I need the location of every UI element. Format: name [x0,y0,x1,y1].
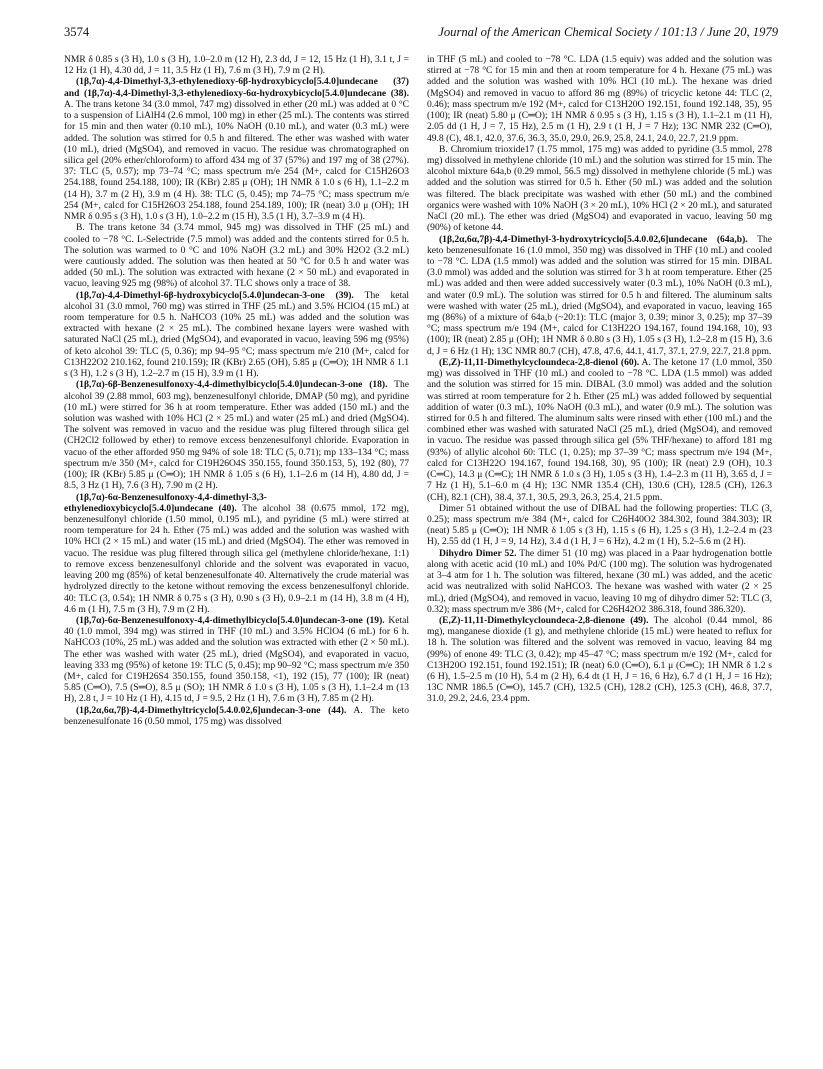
paragraph [427,54,772,144]
paragraph [64,76,409,222]
paragraph [64,615,409,705]
paragraph [64,54,409,76]
paragraph [64,222,409,289]
paragraph-heading: (1β,7α)-4,4-Dimethyl-3,3-ethylenedioxy-6β-hydroxybicyclo[5.4.0]undecane (37) and (1β,7α)-4,4-Dimethyl-3,3-ethylenedioxy-6α-hydroxybicyclo[5.4.0]undecane (38). [64,76,409,99]
paragraph [427,503,772,548]
paragraph [427,234,772,357]
paragraph-heading: (1β,7α)-6β-Benzenesulfonoxy-4,4-dimethylbicyclo[5.4.0]undecan-3-one (18). [76,379,388,391]
left-column [64,54,409,1059]
paragraph-heading: (1β,7α)-6α-Benzenesulfonoxy-4,4-dimethylbicyclo[5.4.0]undecan-3-one (19). [76,614,385,626]
paragraph-heading: Dihydro Dimer 52. [439,547,517,559]
paragraph [427,615,772,705]
paragraph-body: Dimer 51 obtained without the use of DIBAL had the following properties: TLC (3, 0.25); mass spectrum m/e 384 (M+, calcd for C26H40O2 384.302, found 384.303); IR (neat) 5.85 μ (C═O); 1H NMR δ 1.05 s (3 H), 1.15 s (6 H), 1.25 s (3 H), 1.2–2.4 m (23 H), 2.55 dd (1 H, J = 9, 14 Hz), 3.4 d (1 H, J = 6 Hz), 4.2 m (1 H), 5.2–5.6 m (2 H). [427,502,772,548]
paragraph-body: The alcohol (0.44 mmol, 86 mg), manganese dioxide (1 g), and methylene chloride (15 mL) were heated to reflux for 18 h. The solution was filtered and the solvent was removed in vacuo, leaving 84 mg (99%) of enone 49: TLC (3, 0.42); mp 45–47 °C; mass spectrum m/e 192 (M+, calcd for C13H20O 192.151, found 192.151); IR (neat) 6.0 (C═O), 6.1 μ (C═C); 1H NMR δ 1.2 s (6 H), 1.5–2.5 m (10 H), 5.4 m (2 H), 6.4 dt (1 H, J = 16, 6 Hz), 6.7 d (1 H, J = 16 Hz); 13C NMR 186.5 (C═O), 145.7 (CH), 132.5 (CH), 128.2 (CH), 125.3 (CH), 46.8, 37.7, 31.0, 29.2, 24.6, 23.4 ppm. [427,614,772,705]
right-column [427,54,772,1059]
paragraph-heading: (1β,2α,6α,7β)-4,4-Dimethyltricyclo[5.4.0.02,6]undecan-3-one (44). [76,704,347,716]
paragraph-heading: (1β,2α,6α,7β)-4,4-Dimethyl-3-hydroxytricyclo[5.4.0.02,6]undecane (64a,b). [439,233,748,245]
paragraph-body: in THF (5 mL) and cooled to −78 °C. LDA (1.5 equiv) was added and the solution was stirred at −78 °C for 15 min and then at room temperature for 4 h. Hexane (75 mL) was added and the solution was washed with 10% HCl (10 mL). The hexane was dried (MgSO4) and removed in vacuo to afford 86 mg (89%) of tricyclic ketone 44: TLC (2, 0.46); mass spectrum m/e 192 (M+, calcd for C13H20O 192.151, found 192.148, 35), 95 (100); IR (neat) 5.80 μ (C═O); 1H NMR δ 0.95 s (3 H), 1.15 s (3 H), 1.1–2.1 m (11 H), 2.05 dd (1 H, J = 7, 15 Hz), 2.5 m (1 H), 2.9 t (1 H, J = 7 Hz); 13C NMR 232 (C═O), 49.8 (C), 48.1, 42.0, 37.6, 36.3, 35.0, 29.0, 26.9, 25.8, 24.1, 24.0, 22.7, 21.9 ppm. [427,54,772,144]
page-number: 3574 [64,25,90,39]
paragraph [64,379,409,491]
paragraph-body: A. The keto benzenesulfonate 16 (0.50 mmol, 175 mg) was dissolved [64,704,409,727]
paragraph [64,290,409,380]
paragraph [64,705,409,727]
paragraph-heading: (E,Z)-11,11-Dimethylcycloundeca-2,8-dienone (49). [439,614,649,626]
paragraph-body: Ketal 40 (1.0 mmol, 394 mg) was stirred in THF (10 mL) and 3.5% HClO4 (6 mL) for 6 h. NaHCO3 (10%, 25 mL) was added and the solution was extracted with ether (2 × 50 mL). The ether was washed with water (25 mL), dried (MgSO4), and evaporated in vacuo, leaving 333 mg (95%) of ketone 19: TLC (5, 0.45); mp 90–92 °C; mass spectrum m/e 350 (M+, calcd for C19H26S4 350.155, found 350.158, <1), 192 (15), 77 (100); IR (neat) 5.85 (C═O), 7.5 (S═O), 8.5 μ (SO); 1H NMR δ 1.0 s (3 H), 1.05 s (3 H), 1.1–2.4 m (13 H), 2.8 t, J = 10 Hz (1 H), 4.15 td, J = 9.5, 2 Hz (1 H), 7.6 m (3 H), 7.85 m (2 H). [64,614,409,705]
paragraph-heading: (1β,7α)-4,4-Dimethyl-6β-hydroxybicyclo[5.4.0]undecan-3-one (39). [76,289,354,301]
paragraph-heading: (1β,7α)-6α-Benzenesulfonoxy-4,4-dimethyl-3,3-ethylenedioxybicyclo[5.4.0]undecane (40). [64,491,267,514]
paragraph-body: The keto benzenesulfonate 16 (1.0 mmol, 350 mg) was dissolved in THF (10 mL) and cooled to −78 °C. LDA (1.5 mmol) was added and the solution was stirred for 15 min. DIBAL (3.0 mmol) was added and the solution was stirred for 3 h at room temperature. Ether (25 mL) was added and then were added successively water (0.3 mL), 10% NaOH (0.3 mL), and water (0.9 mL). The solution was stirred for 0.5 h and filtered. The aluminum salts were washed with water (25 mL), dried (MgSO4), and evaporated in vacuo, leaving 165 mg (86%) of a mixture of 64a,b (~20:1): TLC (major 3, 0.39; minor 3, 0.25); mp 37–39 °C; mass spectrum m/e 194 (M+, calcd for C13H22O 194.167, found 194.168, 10), 93 (100); IR (neat) 2.85 μ (OH); 1H NMR δ 0.80 s (3 H), 1.05 s (3 H), 1.2–2.8 m (15 H), 3.6 d, J = 6 Hz (1 H); 13C NMR 80.7 (CH), 47.8, 47.6, 44.1, 41.7, 37.1, 27.9, 22.7, 21.8 ppm. [427,233,772,357]
paragraph [427,357,772,503]
paragraph-body: A. The trans ketone 34 (3.0 mmol, 747 mg) dissolved in ether (20 mL) was added at 0 °C to a suspension of LiAlH4 (2.6 mmol, 100 mg) in ether (25 mL). The contents was stirred for 15 min and then water (0.10 mL), 10% NaOH (0.10 mL), and water (0.3 mL) were added. The solution was stirred for 0.5 h and filtered. The ether was washed with water (10 mL), dried (MgSO4), and removed in vacuo. The residue was chromatographed on silica gel (20% ether/chloroform) to afford 434 mg of 37 (57%) and 197 mg of 38 (27%). 37: TLC (5, 0.57); mp 73–74 °C; mass spectrum m/e 254 (M+, calcd for C15H26O3 254.188, found 254.188, 100); IR (KBr) 2.85 μ (OH); 1H NMR δ 1.0 s (6 H), 1.1–2.2 m (14 H), 3.7 m (2 H), 3.9 m (4 H). 38: TLC (5, 0.45); mp 74–75 °C; mass spectrum m/e 254 (M+, calcd for C15H26O3 254.188, found 254.189, 100); IR (neat) 3.0 μ (OH); 1H NMR δ 0.95 s (3 H), 1.0 s (3 H), 1.0–2.2 m (15 H), 3.5 (1 H), 3.7–3.9 m (4 H). [64,98,409,223]
paragraph [427,548,772,615]
paragraph-body: A. The ketone 17 (1.0 mmol, 350 mg) was dissolved in THF (10 mL) and cooled to −78 °C. LDA (1.5 mmol) was added and the solution was stirred for 15 min. DIBAL (3.0 mmol) was added and the solution was stirred at room temperature for 2 h. Ether (25 mL) was added followed by sequential addition of water (0.3 mL), 10% NaOH (0.3 mL), and water (0.9 mL). The solution was stirred for 0.5 h and filtered. The aluminum salts were rinsed with ether (100 mL) and the combined ether was washed with saturated NaCl (25 mL), dried (MgSO4), and removed in vacuo. The residue was passed through silica gel (5% THF/hexane) to afford 181 mg (93%) of allylic alcohol 60: TLC (1, 0.25); mp 37–39 °C; mass spectrum m/e 194 (M+, calcd for C13H22O 194.167, found 194.168, 30), 95 (100); IR (neat) 2.9 (OH), 10.3 (C═C), 14.3 μ (C═C); 1H NMR δ 1.0 s (3 H), 1.05 s (3 H), 1.4–2.3 m (11 H), 3.65 d, J = 7 Hz (1 H), 5.1–6.0 m (4 H); 13C NMR 135.4 (CH), 130.6 (CH), 128.5 (CH), 126.3 (CH), 82.1 (CH), 38.4, 37.1, 30.5, 29.3, 26.3, 25.4, 21.5 ppm. [427,356,772,503]
running-header [64,25,778,43]
paragraph-body: B. The trans ketone 34 (3.74 mmol, 945 mg) was dissolved in THF (25 mL) and cooled to −78 °C. L-Selectride (7.5 mmol) was added and the contents stirred for 0.5 h. The solution was warmed to 0 °C and 10% NaOH (3.2 mL) and 30% H2O2 (3.2 mL) were cautiously added. The solution was then heated at 50 °C for 0.5 h and water was added (50 mL). The solution was extracted with hexane (2 × 50 mL) and evaporated in vacuo, leaving 925 mg (98%) of alcohol 37. TLC shows only a trace of 38. [64,222,409,290]
paragraph-body: The ketal alcohol 31 (3.0 mmol, 760 mg) was stirred in THF (25 mL) and 3.5% HClO4 (15 mL) at room temperature for 0.5 h. NaHCO3 (10% 25 mL) was added and the solution was extracted with hexane (2 × 25 mL). The combined hexane layers were washed with saturated NaCl (25 mL), dried (MgSO4), and evaporated in vacuo, leaving 596 mg (95%) of keto alcohol 39: TLC (5, 0.36); mp 94–95 °C; mass spectrum m/e 210 (M+, calcd for C13H22O2 210.162, found 210.159); IR (KBr) 2.65 (OH), 5.85 μ (C═O); 1H NMR δ 1.1 s (3 H), 1.2 s (3 H), 1.2–2.7 m (15 H), 3.9 m (1 H). [64,289,409,380]
paragraph-heading: (E,Z)-11,11-Dimethylcycloundeca-2,8-dienol (60). [439,356,640,368]
paragraph-body: The alcohol 39 (2.88 mmol, 603 mg), benzenesulfonyl chloride, DMAP (50 mg), and pyridine (10 mL) were stirred for 36 h at room temperature. Ether was added (150 mL) and the solution was washed with 10% HCl (2 × 25 mL) and water (25 mL) and dried (MgSO4). The solvent was removed in vacuo and the residue was plug filtered through silica gel (CH2Cl2 followed by ether) to remove excess benzenesulfonyl chloride. Evaporation in vacuo of the ether afforded 950 mg 94% of sole 18: TLC (5, 0.71); mp 133–134 °C; mass spectrum m/e 350 (M+, calcd for C19H26O4S 350.155, found 350.153, 5), 192 (80), 77 (100); IR (KBr) 5.85 μ (C═O); 1H NMR δ 1.05 s (6 H), 1.1–2.6 m (14 H), 4.80 dd, J = 8.5, 3 Hz (1 H), 7.6 (3 H), 7.90 m (2 H). [64,379,409,492]
paragraph-body: The alcohol 38 (0.675 mmol, 172 mg), benzenesulfonyl chloride (1.50 mmol, 0.195 mL), and pyridine (5 mL) were stirred at room temperature for 24 h. Ether (75 mL) was added and the solution was washed with 10% HCl (2 × 15 mL) and water (15 mL) and dried (MgSO4). The ether was removed in vacuo. The residue was plug filtered through silica gel (methylene chloride/hexane, 1:1) to remove excess benzenesulfonyl chloride and the solvent was evaporated in vacuo, leaving 200 mg (85%) of ketal benzenesulfonate 40. Alternatively the crude material was hydrolyzed directly to the ketone without removing the excess benzenesulfonyl chloride. 40: TLC (3, 0.54); 1H NMR δ 0.75 s (3 H), 0.90 s (3 H), 0.9–2.1 m (14 H), 3.8 m (4 H), 4.6 m (1 H), 7.5 m (3 H), 7.9 m (2 H). [64,502,409,615]
paragraph [64,492,409,615]
paragraph-body: B. Chromium trioxide17 (1.75 mmol, 175 mg) was added to pyridine (3.5 mmol, 278 mg) dissolved in methylene chloride (10 mL) and the solution was stirred for 15 min. The alcohol mixture 64a,b (0.29 mmol, 56.5 mg) dissolved in methylene chloride (5 mL) was added and the solution was stirred for 0.5 h. Ether (50 mL) was added and the solution was filtered. The black precipitate was washed with ether (50 mL) and the combined organics were washed with 10% NaOH (3 × 20 mL), 10% HCl (2 × 20 mL), and saturated NaCl (20 mL). The ether was dried (MgSO4) and evaporated in vacuo, leaving 50 mg (90%) of ketone 44. [427,143,772,234]
paragraph-body: The dimer 51 (10 mg) was placed in a Paar hydrogenation bottle along with acetic acid (10 mL) and 10% Pd/C (100 mg). The solution was hydrogenated at 3–4 atm for 1 h. The solution was filtered, hexane (30 mL) was added, and the acetic acid was neutralized with solid NaHCO3. The hexane was washed with water (2 × 25 mL), dried (MgSO4), and removed in vacuo, leaving 10 mg of dihydro dimer 52: TLC (3, 0.32); mass spectrum m/e 386 (M+, calcd for C26H42O2 386.318, found 386.320). [427,547,772,615]
journal-citation: Journal of the American Chemical Society / 101:13 / June 20, 1979 [438,25,778,39]
paragraph-body: NMR δ 0.85 s (3 H), 1.0 s (3 H), 1.0–2.0 m (12 H), 2.3 dd, J = 12, 15 Hz (1 H), 3.1 t, J = 12 Hz (1 H), 4.30 dd, J = 11, 3.5 Hz (1 H), 7.6 m (3 H), 7.9 m (2 H). [64,54,409,77]
paragraph [427,144,772,234]
